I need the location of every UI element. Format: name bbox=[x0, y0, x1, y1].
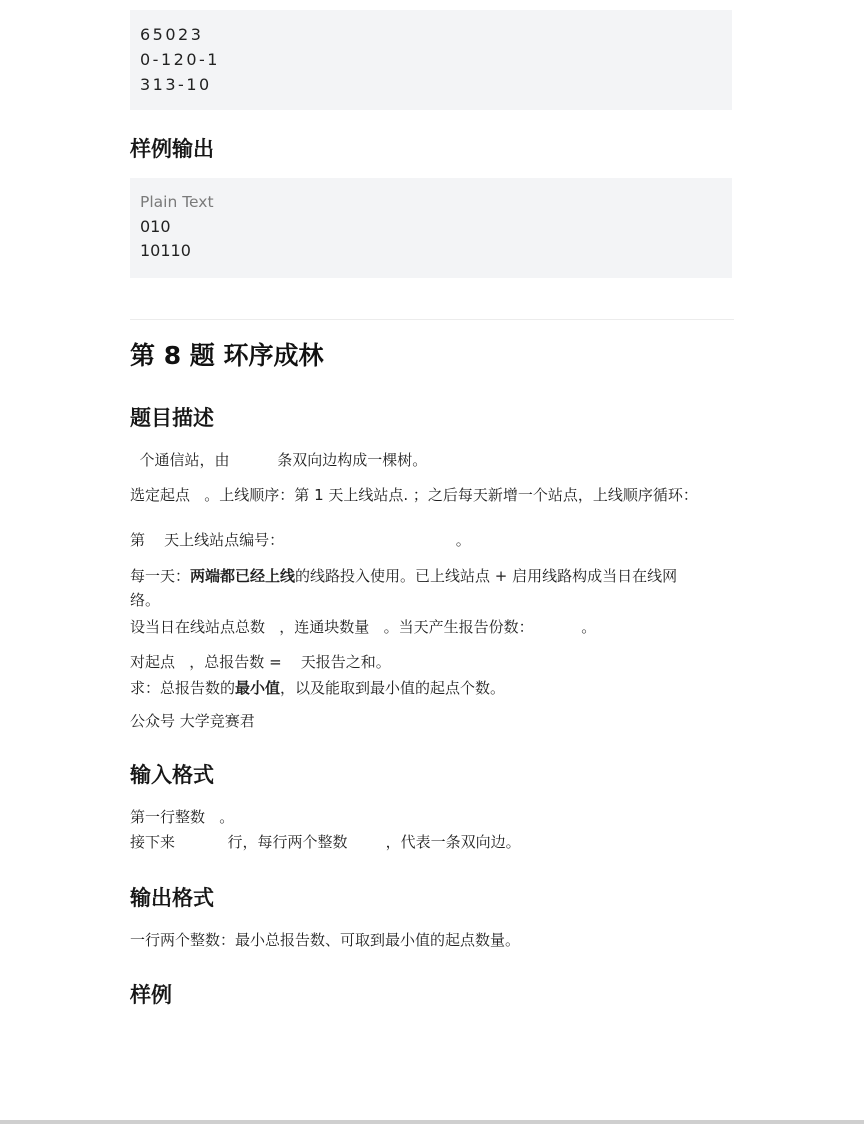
description-line-ask bbox=[130, 677, 505, 699]
watermark-text: 公众号 大学竞赛君 bbox=[130, 712, 255, 730]
sample-output-heading: 样例输出 bbox=[130, 137, 214, 161]
description-line: 对起点 ，总报告数 = 天报告之和。 bbox=[130, 653, 391, 671]
sample-output-code-block bbox=[130, 178, 732, 278]
text-span: 的线路投入使用。已上线站点 + 启用线路构成当日在线网 bbox=[295, 567, 678, 585]
description-line-wrap: 络。 bbox=[130, 591, 161, 609]
section-divider bbox=[130, 319, 734, 320]
sample-heading: 样例 bbox=[130, 983, 172, 1007]
description-line: 个通信站，由 条双向边构成一棵树。 bbox=[130, 451, 428, 469]
input-format-heading: 输入格式 bbox=[130, 763, 214, 787]
output-format-heading: 输出格式 bbox=[130, 886, 214, 910]
bold-text: 最小值 bbox=[235, 679, 281, 697]
description-heading: 题目描述 bbox=[130, 406, 214, 430]
code-line: 010 bbox=[140, 217, 171, 236]
input-format-line: 接下来 行，每行两个整数 ，代表一条双向边。 bbox=[130, 833, 521, 851]
text-span: ，以及能取到最小值的起点个数。 bbox=[280, 679, 506, 697]
description-line-online-rule bbox=[130, 565, 677, 587]
input-format-line: 第一行整数 。 bbox=[130, 808, 235, 826]
description-line: 第 天上线站点编号： 。 bbox=[130, 531, 471, 549]
text-span: 每一天： bbox=[130, 567, 191, 585]
text-span: 求：总报告数的 bbox=[130, 679, 236, 697]
output-format-line: 一行两个整数：最小总报告数、可取到最小值的起点数量。 bbox=[130, 931, 521, 949]
code-language-label: Plain Text bbox=[140, 193, 214, 211]
code-line: 65023 bbox=[140, 25, 204, 44]
problem-title: 第 8 题 环序成林 bbox=[130, 341, 324, 370]
bold-text: 两端都已经上线 bbox=[190, 567, 296, 585]
description-line: 设当日在线站点总数 ，连通块数量 。当天产生报告份数： 。 bbox=[130, 618, 597, 636]
sample-input-code-block bbox=[130, 10, 732, 110]
code-line: 313-10 bbox=[140, 75, 212, 94]
description-line: 选定起点 。上线顺序：第 1 天上线站点. ；之后每天新增一个站点，上线顺序循环： bbox=[130, 486, 698, 504]
bottom-bar bbox=[0, 1120, 864, 1124]
code-line: 0-120-1 bbox=[140, 50, 220, 69]
code-line: 10110 bbox=[140, 241, 191, 260]
